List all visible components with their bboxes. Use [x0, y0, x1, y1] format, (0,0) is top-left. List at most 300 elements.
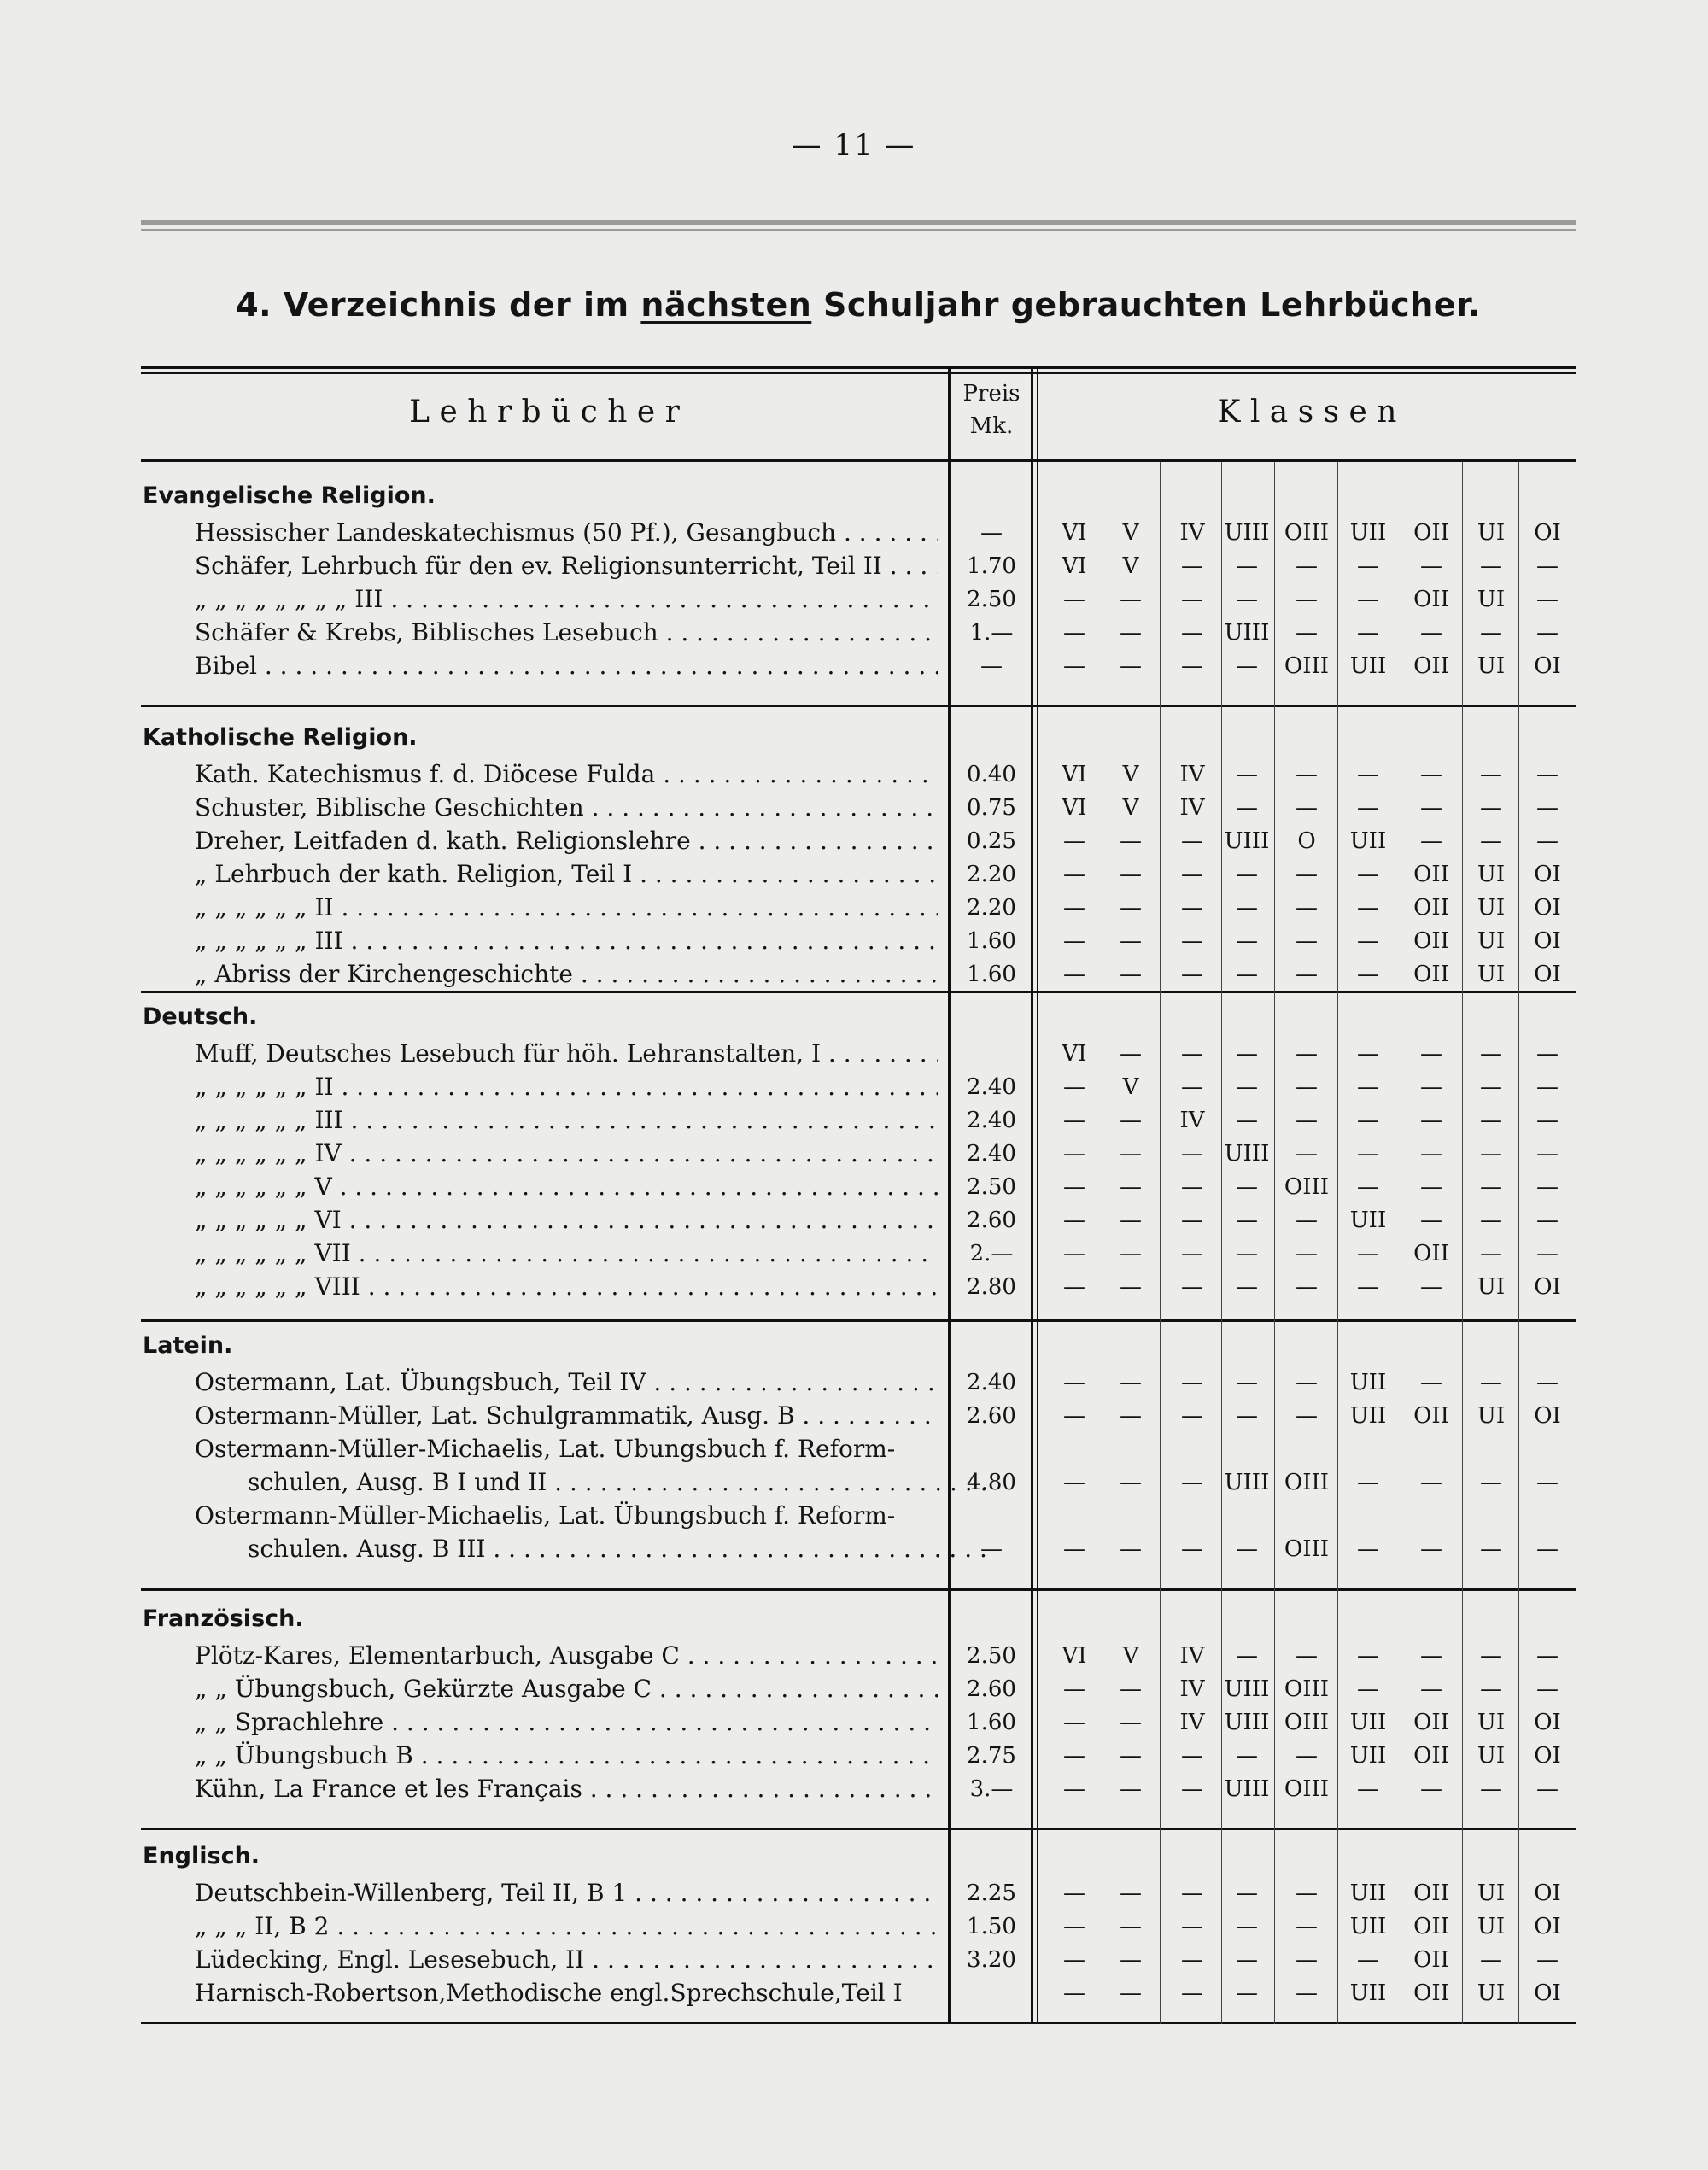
book-price: 2.20	[967, 895, 1016, 921]
class-cell: —	[1480, 620, 1502, 646]
decorative-rule	[141, 229, 1576, 231]
book-title: „ „ „ „ „ „ III . . .	[195, 1104, 938, 1137]
class-cell: —	[1063, 1947, 1085, 1973]
book-price: 4.80	[967, 1470, 1016, 1495]
book-title: Muff, Deutsches Lesebuch für höh. Lehranstalten, I . . .	[195, 1038, 938, 1070]
class-cell: —	[1120, 1710, 1142, 1735]
book-price: —	[980, 653, 1003, 679]
book-title: Lüdecking, Engl. Lesesebuch, II . . .	[195, 1944, 938, 1976]
class-cell: —	[1480, 1108, 1502, 1133]
class-cell: —	[1063, 1208, 1085, 1233]
book-title: „ Lehrbuch der kath. Religion, Teil I . . .	[195, 858, 938, 891]
class-cell: —	[1296, 795, 1318, 821]
class-cell: OI	[1534, 1403, 1561, 1429]
class-cell: OII	[1413, 587, 1449, 612]
class-cell: UII	[1349, 520, 1387, 546]
class-cell: O	[1297, 828, 1316, 854]
class-cell: —	[1120, 1676, 1142, 1702]
class-cell: —	[1181, 553, 1203, 579]
class-cell: OI	[1534, 1743, 1561, 1769]
class-cell: —	[1480, 1074, 1502, 1100]
section-rule	[141, 1588, 1576, 1591]
book-title: „ „ „ „ „ „ V . . .	[195, 1171, 938, 1203]
class-cell: —	[1296, 1370, 1318, 1395]
class-cell: —	[1120, 1041, 1142, 1067]
class-cell: —	[1296, 620, 1318, 646]
class-cell: OI	[1534, 1274, 1561, 1300]
book-price: 2.40	[967, 1370, 1016, 1395]
class-cell: —	[1181, 828, 1203, 854]
class-cell: UI	[1477, 587, 1506, 612]
class-cell: —	[1236, 962, 1258, 987]
class-cell: —	[1357, 1074, 1379, 1100]
class-cell: —	[1420, 1470, 1442, 1495]
class-cell: —	[1420, 762, 1442, 787]
class-column-divider	[1518, 462, 1519, 2024]
class-cell: —	[1480, 1470, 1502, 1495]
table-row	[0, 892, 1708, 926]
title-suffix: Schuljahr gebrauchten Lehrbücher.	[811, 286, 1481, 324]
class-cell: OIII	[1284, 1676, 1330, 1702]
class-cell: —	[1063, 1141, 1085, 1167]
book-title: Kühn, La France et les Français . . .	[195, 1773, 938, 1805]
class-cell: OIII	[1284, 1710, 1330, 1735]
class-cell: —	[1420, 553, 1442, 579]
class-cell: OIII	[1284, 520, 1330, 546]
class-cell: —	[1063, 962, 1085, 987]
table-row	[0, 1271, 1708, 1305]
class-cell: —	[1480, 1174, 1502, 1200]
book-title: Ostermann, Lat. Übungsbuch, Teil IV . . .	[195, 1366, 938, 1399]
page-number: — 11 —	[792, 128, 916, 162]
class-cell: —	[1536, 587, 1559, 612]
table-row	[0, 1706, 1708, 1740]
class-cell: OII	[1413, 653, 1449, 679]
book-title: Kath. Katechismus f. d. Diöcese Fulda . . .	[195, 758, 938, 791]
section-title: Evangelische Religion.	[143, 483, 436, 509]
class-cell: OII	[1413, 862, 1449, 887]
class-cell: —	[1357, 762, 1379, 787]
class-cell: —	[1120, 828, 1142, 854]
class-cell: UI	[1477, 1403, 1506, 1429]
class-cell: —	[1181, 1880, 1203, 1906]
book-price: 2.40	[967, 1108, 1016, 1133]
class-cell: —	[1063, 1403, 1085, 1429]
class-cell: —	[1181, 1208, 1203, 1233]
book-title: „ „ Sprachlehre . . .	[195, 1706, 938, 1739]
book-title: Ostermann-Müller-Michaelis, Lat. Ubungsbuch f. Reform-	[195, 1435, 896, 1463]
class-cell: —	[1181, 1947, 1203, 1973]
class-cell: —	[1181, 620, 1203, 646]
class-cell: —	[1120, 962, 1142, 987]
book-price: 2.50	[967, 587, 1016, 612]
class-cell: —	[1536, 1676, 1559, 1702]
class-cell: UI	[1477, 1710, 1506, 1735]
class-cell: —	[1480, 762, 1502, 787]
class-cell: —	[1181, 1776, 1203, 1802]
class-cell: —	[1063, 587, 1085, 612]
class-cell: —	[1236, 895, 1258, 921]
class-cell: OI	[1534, 962, 1561, 987]
class-cell: —	[1296, 1141, 1318, 1167]
class-cell: —	[1063, 1743, 1085, 1769]
class-cell: —	[1120, 1776, 1142, 1802]
section-title: Französisch.	[143, 1606, 304, 1632]
book-title: „ „ „ „ „ „ III . . .	[195, 925, 938, 957]
class-cell: —	[1296, 1274, 1318, 1300]
class-cell: —	[1536, 1208, 1559, 1233]
class-cell: UI	[1477, 520, 1506, 546]
class-cell: —	[1120, 895, 1142, 921]
class-cell: —	[1536, 1074, 1559, 1100]
class-cell: UII	[1349, 653, 1387, 679]
class-cell: —	[1480, 1370, 1502, 1395]
class-cell: —	[1120, 1470, 1142, 1495]
class-cell: —	[1063, 1241, 1085, 1266]
class-cell: —	[1357, 1174, 1379, 1200]
class-cell: UIII	[1224, 1676, 1270, 1702]
table-row	[0, 825, 1708, 859]
class-column-divider	[1337, 462, 1338, 2024]
book-title: „ „ „ „ „ „ „ „ III . . .	[195, 583, 938, 616]
table-row	[0, 1038, 1708, 1072]
class-cell: —	[1063, 1710, 1085, 1735]
class-cell: OII	[1413, 1710, 1449, 1735]
book-title: Hessischer Landeskatechismus (50 Pf.), Gesangbuch . . .	[195, 517, 938, 549]
class-cell: —	[1120, 862, 1142, 887]
class-cell: —	[1236, 553, 1258, 579]
class-cell: UII	[1349, 828, 1387, 854]
table-row	[0, 1773, 1708, 1807]
table-row	[0, 1640, 1708, 1674]
book-title: Schäfer & Krebs, Biblisches Lesebuch . . .	[195, 617, 938, 649]
table-row	[0, 650, 1708, 684]
class-cell: VI	[1062, 795, 1087, 821]
book-title: „ Abriss der Kirchengeschichte . . .	[195, 958, 938, 991]
class-cell: OII	[1413, 928, 1449, 954]
class-cell: —	[1236, 1274, 1258, 1300]
class-cell: —	[1420, 1108, 1442, 1133]
class-cell: —	[1181, 1980, 1203, 2006]
class-cell: —	[1063, 1880, 1085, 1906]
class-cell: —	[1120, 928, 1142, 954]
class-cell: —	[1063, 1274, 1085, 1300]
table-row	[0, 1138, 1708, 1172]
class-cell: —	[1120, 1403, 1142, 1429]
class-cell: —	[1120, 1370, 1142, 1395]
class-cell: —	[1296, 962, 1318, 987]
table-top-rule	[141, 372, 1576, 374]
class-cell: —	[1120, 1536, 1142, 1562]
class-cell: —	[1236, 928, 1258, 954]
class-cell: OI	[1534, 1914, 1561, 1939]
book-price: 1.60	[967, 928, 1016, 954]
class-cell: —	[1296, 895, 1318, 921]
class-cell: OII	[1413, 520, 1449, 546]
table-row	[0, 758, 1708, 793]
class-cell: —	[1120, 1174, 1142, 1200]
class-cell: —	[1536, 1174, 1559, 1200]
class-cell: —	[1120, 1241, 1142, 1266]
class-cell: OII	[1413, 1947, 1449, 1973]
class-cell: —	[1120, 1108, 1142, 1133]
class-cell: —	[1181, 962, 1203, 987]
class-cell: —	[1420, 1208, 1442, 1233]
class-cell: —	[1420, 1776, 1442, 1802]
class-cell: —	[1181, 895, 1203, 921]
class-cell: OII	[1413, 895, 1449, 921]
class-cell: UI	[1477, 1743, 1506, 1769]
class-cell: —	[1420, 828, 1442, 854]
class-cell: IV	[1179, 795, 1205, 821]
class-cell: IV	[1179, 1710, 1205, 1735]
class-cell: —	[1357, 1241, 1379, 1266]
header-classes: K l a s s e n	[1217, 395, 1397, 430]
class-cell: —	[1420, 1141, 1442, 1167]
class-cell: —	[1120, 1980, 1142, 2006]
book-price: 2.50	[967, 1643, 1016, 1669]
table-row	[0, 792, 1708, 826]
class-cell: OI	[1534, 1980, 1561, 2006]
table-top-rule	[141, 366, 1576, 369]
class-cell: —	[1181, 1914, 1203, 1939]
class-cell: —	[1296, 1880, 1318, 1906]
class-cell: —	[1296, 1208, 1318, 1233]
class-cell: —	[1063, 1776, 1085, 1802]
class-cell: —	[1181, 1403, 1203, 1429]
class-cell: —	[1296, 1643, 1318, 1669]
class-cell: —	[1236, 1108, 1258, 1133]
book-price: 2.40	[967, 1074, 1016, 1100]
class-cell: —	[1420, 1370, 1442, 1395]
class-cell: V	[1122, 795, 1139, 821]
class-cell: —	[1536, 1947, 1559, 1973]
class-cell: —	[1480, 1676, 1502, 1702]
class-cell: OIII	[1284, 1174, 1330, 1200]
class-cell: —	[1236, 1536, 1258, 1562]
class-cell: —	[1420, 1274, 1442, 1300]
book-title: „ „ „ „ „ „ IV . . .	[195, 1138, 938, 1170]
book-price: 2.50	[967, 1174, 1016, 1200]
class-cell: —	[1536, 1241, 1559, 1266]
table-row	[0, 1673, 1708, 1707]
class-cell: UI	[1477, 1914, 1506, 1939]
class-cell: UI	[1477, 928, 1506, 954]
section-title: Englisch.	[143, 1843, 260, 1869]
class-cell: —	[1181, 1743, 1203, 1769]
class-cell: UII	[1349, 1743, 1387, 1769]
table-row	[0, 1400, 1708, 1434]
class-cell: OI	[1534, 520, 1561, 546]
class-cell: —	[1420, 795, 1442, 821]
class-cell: —	[1357, 553, 1379, 579]
class-cell: —	[1296, 1108, 1318, 1133]
table-row	[0, 1740, 1708, 1774]
book-price: 1.50	[967, 1914, 1016, 1939]
table-row	[0, 1944, 1708, 1978]
book-price: 3.—	[969, 1776, 1014, 1802]
class-cell: —	[1236, 1743, 1258, 1769]
class-cell: —	[1120, 587, 1142, 612]
table-row	[0, 1533, 1708, 1567]
class-cell: —	[1357, 895, 1379, 921]
book-title: Plötz-Kares, Elementarbuch, Ausgabe C . . .	[195, 1640, 938, 1672]
book-title: „ „ „ „ „ „ VII . . .	[195, 1237, 938, 1270]
book-title: „ „ „ „ „ „ II . . .	[195, 1071, 938, 1103]
class-cell: —	[1296, 1241, 1318, 1266]
table-row	[0, 550, 1708, 584]
class-cell: —	[1296, 1074, 1318, 1100]
class-cell: —	[1181, 1470, 1203, 1495]
class-cell: VI	[1062, 762, 1087, 787]
section-title: Latein.	[143, 1332, 233, 1359]
header-books: L e h r b ü c h e r	[409, 395, 680, 430]
class-cell: —	[1480, 1643, 1502, 1669]
class-cell: —	[1236, 1947, 1258, 1973]
class-cell: —	[1420, 1174, 1442, 1200]
class-cell: —	[1536, 1643, 1559, 1669]
section-rule	[141, 1319, 1576, 1322]
decorative-rule	[141, 220, 1576, 225]
class-cell: —	[1357, 862, 1379, 887]
book-title: Dreher, Leitfaden d. kath. Religionslehre . . .	[195, 825, 938, 857]
title-prefix: 4. Verzeichnis der im	[236, 286, 641, 324]
class-cell: —	[1063, 928, 1085, 954]
title-underlined-word: nächsten	[640, 286, 812, 324]
class-cell: UII	[1349, 1208, 1387, 1233]
document-title	[141, 286, 1576, 324]
class-cell: —	[1296, 762, 1318, 787]
class-cell: —	[1236, 1643, 1258, 1669]
class-cell: —	[1120, 653, 1142, 679]
book-title: Ostermann-Müller-Michaelis, Lat. Übungsbuch f. Reform-	[195, 1501, 896, 1530]
book-price: 0.25	[967, 828, 1016, 854]
header-bottom-rule	[141, 459, 1576, 462]
class-cell: V	[1122, 1074, 1139, 1100]
class-cell: UI	[1477, 962, 1506, 987]
class-cell: UIII	[1224, 1141, 1270, 1167]
class-cell: —	[1480, 1947, 1502, 1973]
class-cell: —	[1063, 1980, 1085, 2006]
book-price: 2.60	[967, 1403, 1016, 1429]
class-cell: —	[1536, 620, 1559, 646]
class-cell: —	[1296, 587, 1318, 612]
book-price: 2.80	[967, 1274, 1016, 1300]
class-cell: —	[1063, 895, 1085, 921]
table-row	[0, 1500, 1708, 1534]
table-row	[0, 1366, 1708, 1401]
class-cell: UI	[1477, 1274, 1506, 1300]
book-price: 2.60	[967, 1208, 1016, 1233]
class-cell: —	[1063, 1074, 1085, 1100]
class-cell: —	[1357, 1643, 1379, 1669]
book-title: schulen, Ausg. B I und II . . .	[248, 1466, 991, 1499]
header-price-line2: Mk.	[969, 413, 1014, 439]
class-cell: —	[1480, 1536, 1502, 1562]
class-cell: —	[1236, 1041, 1258, 1067]
table-row	[0, 1104, 1708, 1138]
class-cell: —	[1063, 1108, 1085, 1133]
class-cell: —	[1120, 1880, 1142, 1906]
class-cell: —	[1236, 1914, 1258, 1939]
book-title: „ „ Übungsbuch B . . .	[195, 1740, 938, 1772]
class-cell: —	[1480, 1776, 1502, 1802]
table-row	[0, 1237, 1708, 1272]
class-cell: —	[1236, 1880, 1258, 1906]
class-cell: IV	[1179, 1676, 1205, 1702]
class-cell: V	[1122, 1643, 1139, 1669]
table-row	[0, 1910, 1708, 1945]
class-cell: —	[1296, 1980, 1318, 2006]
book-title: Bibel . . .	[195, 650, 938, 682]
class-cell: —	[1357, 928, 1379, 954]
class-cell: —	[1181, 862, 1203, 887]
class-cell: OI	[1534, 862, 1561, 887]
book-title: „ „ „ II, B 2 . . .	[195, 1910, 938, 1943]
class-cell: —	[1357, 620, 1379, 646]
book-price: 1.70	[967, 553, 1016, 579]
table-row	[0, 1204, 1708, 1238]
class-cell: —	[1063, 1174, 1085, 1200]
class-cell: —	[1480, 1041, 1502, 1067]
class-cell: OII	[1413, 1403, 1449, 1429]
class-cell: OIII	[1284, 1536, 1330, 1562]
class-cell: UI	[1477, 1880, 1506, 1906]
book-price: 1.60	[967, 962, 1016, 987]
class-cell: —	[1420, 1536, 1442, 1562]
class-cell: —	[1536, 1776, 1559, 1802]
book-title: „ „ Übungsbuch, Gekürzte Ausgabe C . . .	[195, 1673, 938, 1705]
class-cell: —	[1480, 795, 1502, 821]
class-cell: —	[1120, 1947, 1142, 1973]
book-price: 2.—	[969, 1241, 1014, 1266]
class-cell: —	[1357, 1041, 1379, 1067]
class-cell: UI	[1477, 653, 1506, 679]
book-price: 1.—	[969, 620, 1014, 646]
book-title: Harnisch-Robertson,Methodische engl.Sprechschule,Teil I	[195, 1979, 903, 2007]
class-cell: UIII	[1224, 520, 1270, 546]
class-cell: —	[1120, 1141, 1142, 1167]
book-title: „ „ „ „ „ „ VI . . .	[195, 1204, 938, 1237]
class-cell: —	[1120, 1743, 1142, 1769]
class-cell: —	[1420, 1041, 1442, 1067]
class-cell: —	[1480, 1241, 1502, 1266]
class-cell: —	[1120, 1208, 1142, 1233]
book-price: 2.60	[967, 1676, 1016, 1702]
class-cell: UIII	[1224, 1776, 1270, 1802]
class-cell: —	[1536, 1470, 1559, 1495]
book-title: Deutschbein-Willenberg, Teil II, B 1 . . .	[195, 1877, 938, 1910]
class-cell: —	[1357, 587, 1379, 612]
class-cell: IV	[1179, 1108, 1205, 1133]
class-cell: —	[1357, 1141, 1379, 1167]
class-cell: —	[1236, 1174, 1258, 1200]
class-cell: V	[1122, 762, 1139, 787]
class-cell: OI	[1534, 653, 1561, 679]
class-cell: IV	[1179, 762, 1205, 787]
class-cell: —	[1420, 620, 1442, 646]
class-cell: UII	[1349, 1980, 1387, 2006]
class-cell: —	[1357, 1274, 1379, 1300]
class-column-divider	[1462, 462, 1463, 2024]
section-rule	[141, 705, 1576, 707]
class-cell: OI	[1534, 928, 1561, 954]
class-cell: —	[1536, 1141, 1559, 1167]
class-cell: OI	[1534, 1710, 1561, 1735]
class-cell: —	[1357, 1536, 1379, 1562]
class-cell: —	[1236, 587, 1258, 612]
class-cell: —	[1063, 653, 1085, 679]
